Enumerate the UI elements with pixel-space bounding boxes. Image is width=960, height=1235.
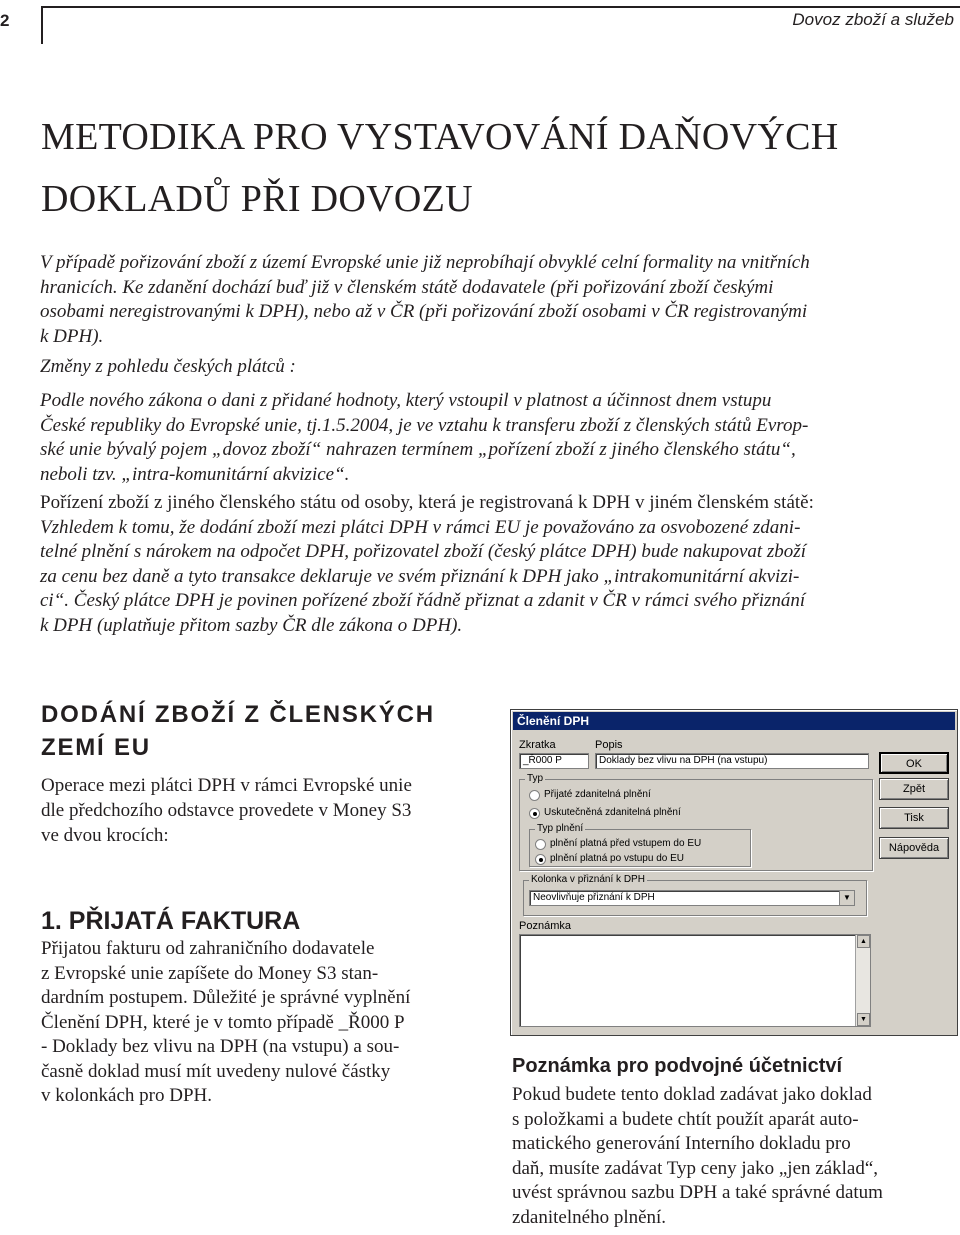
note-textarea[interactable] <box>519 934 871 1027</box>
print-button[interactable]: Tisk <box>879 807 949 829</box>
changes-line: Podle nového zákona o dani z přidané hodnoty, který vstoupil v platnost a účinnost dnem vstupu <box>40 390 772 411</box>
step1-line: dardním postupem. Důležité je správné vyplnění <box>41 987 411 1008</box>
intro-paragraph <box>40 251 954 349</box>
step1-heading: 1. PŘIJATÁ FAKTURA <box>41 907 301 935</box>
section-body-line: dle předchozího odstavce provedete v Money S3 <box>41 800 412 821</box>
section-body <box>41 773 481 848</box>
column-select-value: Neovlivňuje přiznání k DPH <box>533 892 655 903</box>
type-option-label: Přijaté zdanitelná plnění <box>544 789 651 800</box>
header-rule-horizontal <box>41 6 960 8</box>
changes-line: ské unie bývalý pojem „dovoz zboží“ nahrazen termínem „pořízení zboží z jiného členského státu“, <box>40 439 796 460</box>
intro-line: osobami neregistrovanými k DPH), nebo až v ČR (při pořizování zboží osobami v ČR registrovanými <box>40 301 808 322</box>
note-line: zdanitelného plnění. <box>512 1206 667 1228</box>
step1-line: z Evropské unie zapíšete do Money S3 stan- <box>41 962 379 984</box>
type-group-label: Typ <box>527 773 544 784</box>
performance-option-label: plnění platná po vstupu do EU <box>550 853 684 864</box>
section-body-line: ve dvou krocích: <box>41 825 169 846</box>
abbrev-label: Zkratka <box>519 739 556 751</box>
step1-line: - Doklady bez vlivu na DPH (na vstupu) a sou- <box>41 1036 400 1057</box>
note-line: s položkami a budete chtít použít aparát auto- <box>512 1108 859 1130</box>
vat-breakdown-dialog <box>510 709 958 1036</box>
intro-line: k DPH). <box>40 325 104 347</box>
ok-button[interactable]: OK <box>879 752 949 774</box>
desc-label: Popis <box>595 739 623 751</box>
note-body <box>512 1083 957 1230</box>
running-header-title: Dovoz zboží a služeb <box>792 10 954 29</box>
step1-line: Členění DPH, které je v tomto případě _Ř000 P <box>41 1011 405 1033</box>
dialog-titlebar: Členění DPH <box>513 712 955 730</box>
main-title-line-1: METODIKA PRO VYSTAVOVÁNÍ DAŇOVÝCH <box>41 116 839 158</box>
type-radio-received[interactable] <box>529 790 540 801</box>
acquisition-line: Vzhledem k tomu, že dodání zboží mezi plátci DPH v rámci EU je považováno za osvobozené zdani- <box>40 516 801 538</box>
desc-field[interactable]: Doklady bez vlivu na DPH (na vstupu) <box>595 753 869 769</box>
page-number: 2 <box>0 11 10 30</box>
header-rule-vertical <box>41 6 43 44</box>
changes-line: neboli tzv. „intra-komunitární akvizice“. <box>40 463 350 485</box>
intro-line: V případě pořizování zboží z území Evropské unie již neprobíhají obvyklé celní formality na vnitřních <box>40 252 810 273</box>
section-heading-line: DODÁNÍ ZBOŽÍ Z ČLENSKÝCH <box>41 701 435 728</box>
note-heading: Poznámka pro podvojné účetnictví <box>512 1055 843 1077</box>
step1-line: Přijatou fakturu od zahraničního dodavatele <box>41 938 375 959</box>
performance-option-label: plnění platná před vstupem do EU <box>550 838 702 849</box>
type-option-label: Uskutečněná zdanitelná plnění <box>544 807 681 818</box>
scroll-up-icon[interactable]: ▲ <box>857 935 870 948</box>
changes-line: České republiky do Evropské unie, tj.1.5.2004, je ve vztahu k transferu zboží z členských států Evrop- <box>40 414 809 436</box>
acquisition-line: k DPH (uplatňuje přitom sazby ČR dle zákona o DPH). <box>40 614 463 636</box>
performance-group-label: Typ plnění <box>537 823 584 834</box>
note-line: matického generování Interního dokladu pro <box>512 1133 851 1154</box>
performance-radio-after[interactable] <box>535 854 546 865</box>
main-title <box>41 106 941 230</box>
column-group-label: Kolonka v přiznání k DPH <box>531 874 645 885</box>
back-button[interactable]: Zpět <box>879 778 949 800</box>
type-radio-issued[interactable] <box>529 808 540 819</box>
section-body-line: Operace mezi plátci DPH v rámci Evropské unie <box>41 775 412 796</box>
section-heading <box>41 698 435 764</box>
changes-heading <box>40 355 954 380</box>
help-button[interactable]: Nápověda <box>879 837 949 859</box>
step1-line: časně doklad musí mít uvedeny nulové částky <box>41 1060 391 1082</box>
intro-line: hranicích. Ke zdanění dochází buď již v členském státě dodavatele (při pořizování zboží českými <box>40 276 774 298</box>
performance-radio-before[interactable] <box>535 839 546 850</box>
note-line: Pokud budete tento doklad zadávat jako doklad <box>512 1084 872 1105</box>
section-heading-line: ZEMÍ EU <box>41 734 151 761</box>
main-title-line-2: DOKLADŮ PŘI DOVOZU <box>41 178 473 220</box>
step1-body <box>41 937 491 1109</box>
changes-paragraph <box>40 389 954 487</box>
step1-line: v kolonkách pro DPH. <box>41 1085 212 1106</box>
scroll-down-icon[interactable]: ▼ <box>857 1013 870 1026</box>
note-label: Poznámka <box>519 920 571 932</box>
acquisition-paragraph <box>40 491 954 638</box>
acquisition-line: za cenu bez daně a tyto transakce deklaruje ve svém přiznání k DPH jako „intrakomunitární akvizi- <box>40 565 800 587</box>
note-line: uvést správnou sazbu DPH a také správné datum <box>512 1182 883 1203</box>
note-line: daň, musíte zadávat Typ ceny jako „jen základ“, <box>512 1157 879 1179</box>
column-select[interactable] <box>529 890 855 906</box>
chevron-down-icon[interactable]: ▼ <box>839 891 854 905</box>
acquisition-line: ci“. Český plátce DPH je povinen pořízené zboží řádně přiznat a zdanit v ČR v rámci svého přiznání <box>40 590 806 611</box>
acquisition-line: Pořízení zboží z jiného členského státu od osoby, která je registrovaná k DPH v jiném členském státě: <box>40 492 814 513</box>
abbrev-field[interactable]: _Ř000 P <box>519 753 589 769</box>
changes-heading-text: Změny z pohledu českých plátců : <box>40 356 296 377</box>
acquisition-line: telné plnění s nárokem na odpočet DPH, pořizovatel zboží (český plátce DPH) bude nakupovat zboží <box>40 541 806 562</box>
